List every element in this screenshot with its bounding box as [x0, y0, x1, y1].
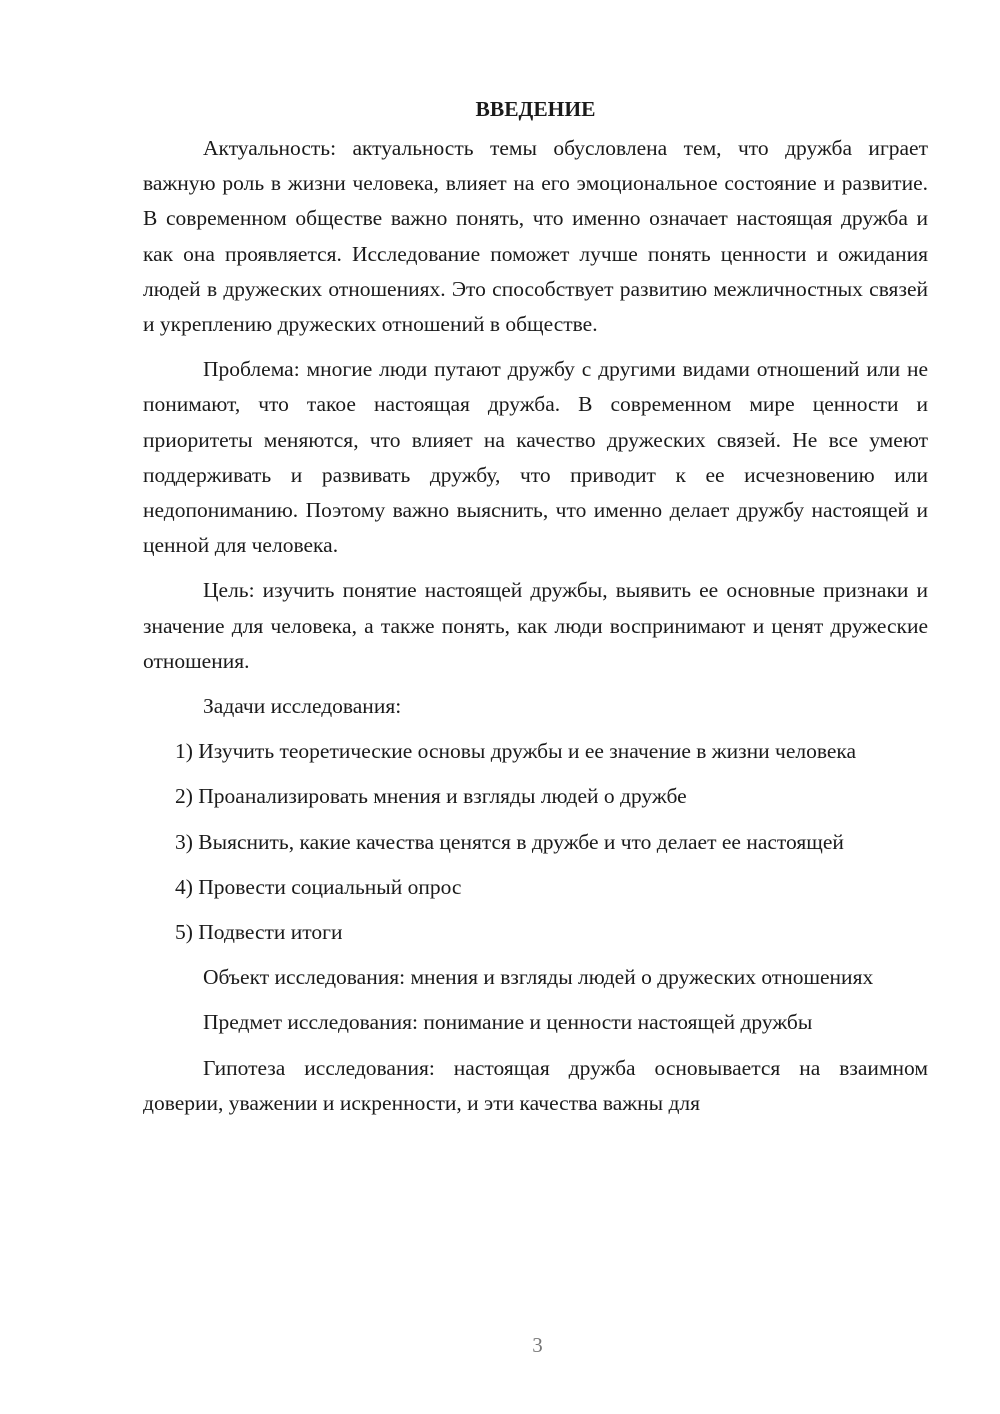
section-title: ВВЕДЕНИЕ	[475, 97, 596, 121]
task-item-3: 3) Выяснить, какие качества ценятся в дружбе и что делает ее настоящей	[175, 829, 844, 854]
relevance-paragraph: Актуальность: актуальность темы обусловлена тем, что дружба играет важную роль в жизни человека, влияет на его эмоциональное состояние и развитие. В современном обществе важно понять, что именно означает настоящая дружба и как она проявляется. Исследование поможет лучше понять ценности и ожидания людей в дружеских отношениях. Это способствует развитию межличностных связей и укреплению дружеских отношений в обществе.	[143, 136, 928, 337]
subject-paragraph: Предмет исследования: понимание и ценности настоящей дружбы	[203, 1010, 813, 1035]
problem-paragraph: Проблема: многие люди путают дружбу с другими видами отношений или не понимают, что такое настоящая дружба. В современном мире ценности и приоритеты меняются, что влияет на качество дружеских связей. Не все умеют поддерживать и развивать дружбу, что приводит к ее исчезновению или недопониманию. Поэтому важно выяснить, что именно делает дружбу настоящей и ценной для человека.	[143, 357, 928, 558]
object-paragraph: Объект исследования: мнения и взгляды людей о дружеских отношениях	[203, 965, 874, 990]
hypothesis-paragraph: Гипотеза исследования: настоящая дружба основывается на взаимном доверии, уважении и искренности, и эти качества важны для	[143, 1055, 928, 1115]
page-number: 3	[532, 1333, 543, 1357]
task-item-2: 2) Проанализировать мнения и взгляды людей о дружбе	[175, 784, 687, 809]
task-item-5: 5) Подвести итоги	[175, 920, 343, 945]
page-content	[143, 92, 928, 1131]
goal-paragraph: Цель: изучить понятие настоящей дружбы, выявить ее основные признаки и значение для человека, а также понять, как люди воспринимают и ценят дружеские отношения.	[143, 578, 928, 673]
task-item-1: 1) Изучить теоретические основы дружбы и ее значение в жизни человека	[175, 739, 857, 764]
tasks-heading: Задачи исследования:	[203, 694, 402, 719]
task-item-4: 4) Провести социальный опрос	[175, 874, 462, 899]
